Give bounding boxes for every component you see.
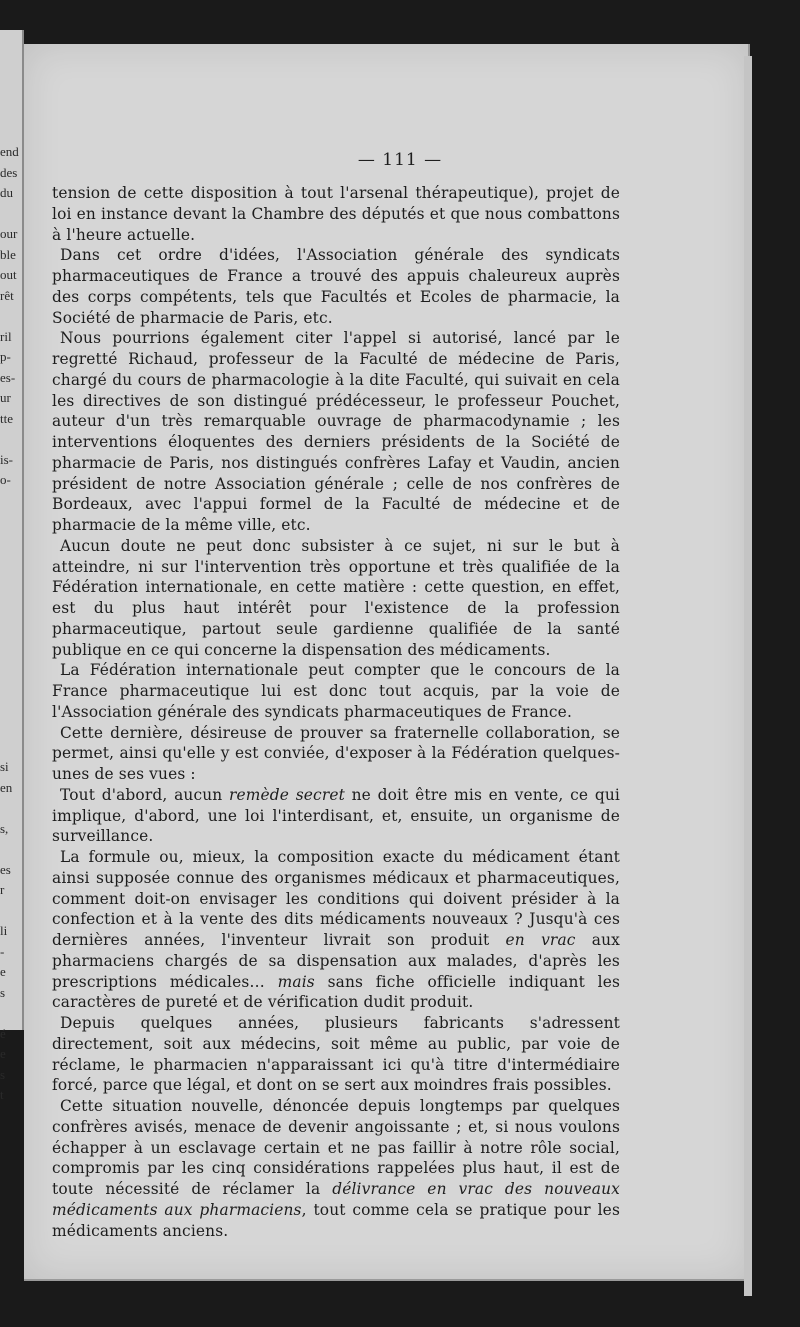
text-run: Cette situation nouvelle, dénoncée depuis longtemps par quelques confrères avisés, menace de devenir angoissante ; et, si nous voulons échapper à un esclavage certain et ne pas faillir à notre rôle social, compromis par les cinq considérations rappelées plus haut, il est de toute nécessité de réclamer la [52,1097,620,1198]
facing-page-fragment: e [0,965,6,979]
text-run: Cette dernière, désireuse de prouver sa fraternelle collaboration, se permet, ainsi qu'elle y est conviée, d'exposer à la Fédération quelques-unes de ses vues : [52,723,620,783]
facing-page-fragment: s, [0,821,9,836]
paragraph [52,660,620,722]
page-number: — 111 — [357,150,443,170]
text-run: sans fiche officielle indiquant les caractères de pureté et de vérification dudit produit. [52,972,620,1012]
facing-page-fragment: es [0,862,11,877]
facing-page-fragment: t [0,1088,4,1102]
facing-page-fragment: ble [0,247,16,262]
facing-page-fragment: s [0,985,6,1000]
paragraph [52,183,620,245]
page-edge-shadow [744,56,752,1296]
facing-page-fragment: ur [0,391,11,405]
text-run: , tout comme cela se pratique pour les médicaments anciens. [52,1200,620,1240]
facing-page-fragment: o- [0,473,11,487]
text-run: aux pharmaciens chargés de sa dispensation aux malades, d'après les prescriptions médicales… [52,931,621,991]
facing-page-fragment: s [0,1067,6,1082]
text-run: tension de cette disposition à tout l'arsenal thérapeutique), projet de loi en instance devant la Chambre des députés et que nous combattons à l'heure actuelle. [52,184,620,244]
text-run: Aucun doute ne peut donc subsister à ce sujet, ni sur le but à atteindre, ni sur l'intervention très opportune et très qualifiée de la Fédération internationale, en cette matière : cette question, en effet, est du plus haut intérêt pour l'existence de la profession pharmaceutique, partout seule gardienne qualifiée de la santé publique en ce qui concerne la dispensation des médicaments. [52,536,620,659]
facing-page-fragment: tte [0,411,13,426]
facing-page-fragment: du [0,186,13,200]
facing-page-fragment: en [0,780,13,795]
body-text [52,183,620,1241]
text-run: Dans cet ordre d'idées, l'Association générale des syndicats pharmaceutiques de France a trouvé des appuis chaleureux auprès des corps compétents, tels que Facultés et Ecoles de pharmacie, la Société de pharmacie de Paris, etc. [52,246,620,327]
paragraph [52,1096,620,1241]
italic-phrase: en vrac [505,931,576,949]
paragraph [52,245,620,328]
paragraph [52,785,620,847]
facing-page-fragment: si [0,760,9,774]
facing-page-fragment: rêt [0,288,14,303]
facing-page-fragment: des [0,165,18,180]
paragraph [52,1013,620,1096]
facing-page-fragment: is- [0,452,13,467]
facing-page-fragment: li [0,924,8,938]
facing-page-fragment: es- [0,370,16,385]
text-run: Tout d'abord, aucun [60,785,230,804]
facing-page-fragment: é [0,1026,6,1041]
text-run: La Fédération internationale peut compter que le concours de la France pharmaceutique lui est donc tout acquis, par la voie de l'Association générale des syndicats pharmaceutiques de France. [52,661,620,721]
facing-page-fragment: e [0,1047,6,1061]
paragraph [52,536,620,661]
facing-page-fragment: r [0,883,5,897]
italic-phrase: mais [277,972,315,991]
italic-phrase: délivrance en vrac des nouveaux médicaments aux pharmaciens [52,1180,621,1219]
facing-page-fragment: end [0,145,19,159]
facing-page-fragment: p- [0,350,11,364]
facing-page-fragment: ril [0,329,12,344]
text-run: La formule ou, mieux, la composition exacte du médicament étant ainsi supposée connue des organismes médicaux et pharmaceutiques, comment doit-on envisager les conditions qui doivent présider à la confection et à la vente des dits médicaments nouveaux ? Jusqu'à ces dernières années, l'inventeur livrait son produit [52,848,620,949]
facing-page-fragment: - [0,944,5,959]
facing-page-fragment: out [0,268,17,282]
adjacent-page-edge [0,30,24,1102]
paragraph [52,847,620,1013]
italic-phrase: remède secret [229,785,345,804]
text-run: ne doit être mis en vente, ce qui implique, d'abord, une loi l'interdisant, et, ensuite, un organisme de surveillance. [52,785,620,846]
text-run: Nous pourrions également citer l'appel si autorisé, lancé par le regretté Richaud, professeur de la Faculté de médecine de Paris, chargé du cours de pharmacologie à la dite Faculté, qui suivait en cela les directives de son distingué prédécesseur, le professeur Pouchet, auteur d'un très remarquable ouvrage de pharmacodynamie ; les interventions éloquentes des derniers présidents de la Société de pharmacie de Paris, nos distingués confrères Lafay et Vaudin, ancien président de notre Association générale ; celle de nos confrères de Bordeaux, avec l'appui formel de la Faculté de médecine et de pharmacie de la même ville, etc. [52,329,620,534]
paragraph [52,723,620,785]
facing-page-fragment: our [0,227,18,241]
text-run: Depuis quelques années, plusieurs fabricants s'adressent directement, soit aux médecins, soit même au public, par voie de réclame, le pharmacien n'apparaissant ici qu'à titre d'intermédiaire forcé, parce que légal, et dont on se sert aux moindres frais possibles. [52,1014,620,1095]
paragraph [52,328,620,536]
